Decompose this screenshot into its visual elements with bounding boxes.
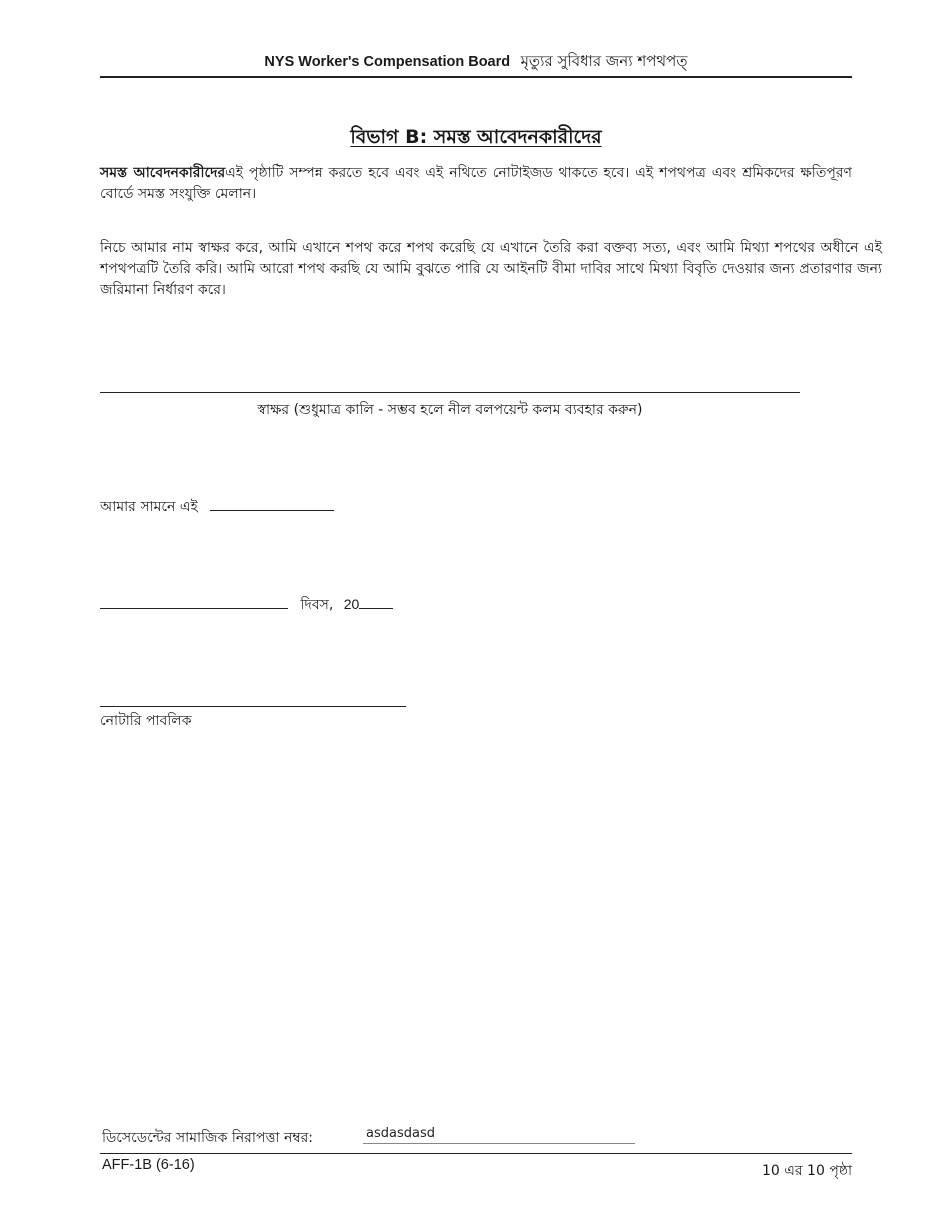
ssn-label: ডিসেডেন্টের সামাজিক নিরাপত্তা নম্বর:: [102, 1130, 313, 1146]
oath-paragraph: নিচে আমার নাম স্বাক্ষর করে, আমি এখানে শপথ করে শপথ করেছি যে এখানে তৈরি করা বক্তব্য সত্য, এবং আমি মিথ্যা শপথের অধীনে এই শপথপত্রটি তৈরি করি। আমি আরো শপথ করছি যে আমি বুঝতে পারি যে আইনটি বীমা দাবির সাথে মিথ্যা বিবৃতি দেওয়ার জন্য প্রতারণার জন্য জরিমানা নির্ধারণ করে।: [100, 240, 882, 298]
sworn-before-me-blank[interactable]: [210, 496, 334, 511]
sworn-day-row: [100, 593, 393, 617]
footer-divider: [100, 1153, 852, 1154]
sworn-day-blank[interactable]: [100, 594, 288, 609]
signature-label: স্বাক্ষর (শুধুমাত্র কালি - সম্ভব হলে নীল বলপয়েন্ট কলম ব্যবহার করুন): [257, 402, 643, 418]
form-id: AFF-1B (6-16): [102, 1157, 195, 1173]
section-title: বিভাগ B: সমস্ত আবেদনকারীদের: [350, 126, 602, 148]
sworn-day-label: দিবস,: [300, 597, 334, 613]
ssn-input[interactable]: [363, 1124, 635, 1144]
header-document-title: মৃত্যুর সুবিধার জন্য শপথপত্: [520, 52, 688, 70]
sworn-year-prefix: 20: [343, 596, 360, 612]
intro-paragraph: [100, 163, 852, 205]
intro-bold-text: সমস্ত আবেদনকারীদের: [100, 165, 226, 181]
page-number: 10 এর 10 পৃষ্ঠা: [761, 1163, 852, 1179]
page-header: [100, 50, 852, 75]
notary-signature-line[interactable]: [100, 706, 406, 707]
sworn-year-blank[interactable]: [359, 594, 393, 609]
header-divider: [100, 76, 852, 78]
header-organization: NYS Worker's Compensation Board: [264, 54, 511, 70]
sworn-before-me-label: আমার সামনে এই: [100, 499, 198, 515]
notary-label: নোটারি পাবলিক: [100, 713, 192, 729]
intro-text: এই পৃষ্ঠাটি সম্পন্ন করতে হবে এবং এই নথিতে নোটাইজড থাকতে হবে। এই শপথপত্র এবং শ্রমিকদের ক্ষতিপূরণ বোর্ডে সমস্ত সংযুক্তি মেলান।: [100, 165, 852, 202]
signature-line[interactable]: [100, 392, 800, 393]
sworn-before-me-row: [100, 495, 334, 519]
